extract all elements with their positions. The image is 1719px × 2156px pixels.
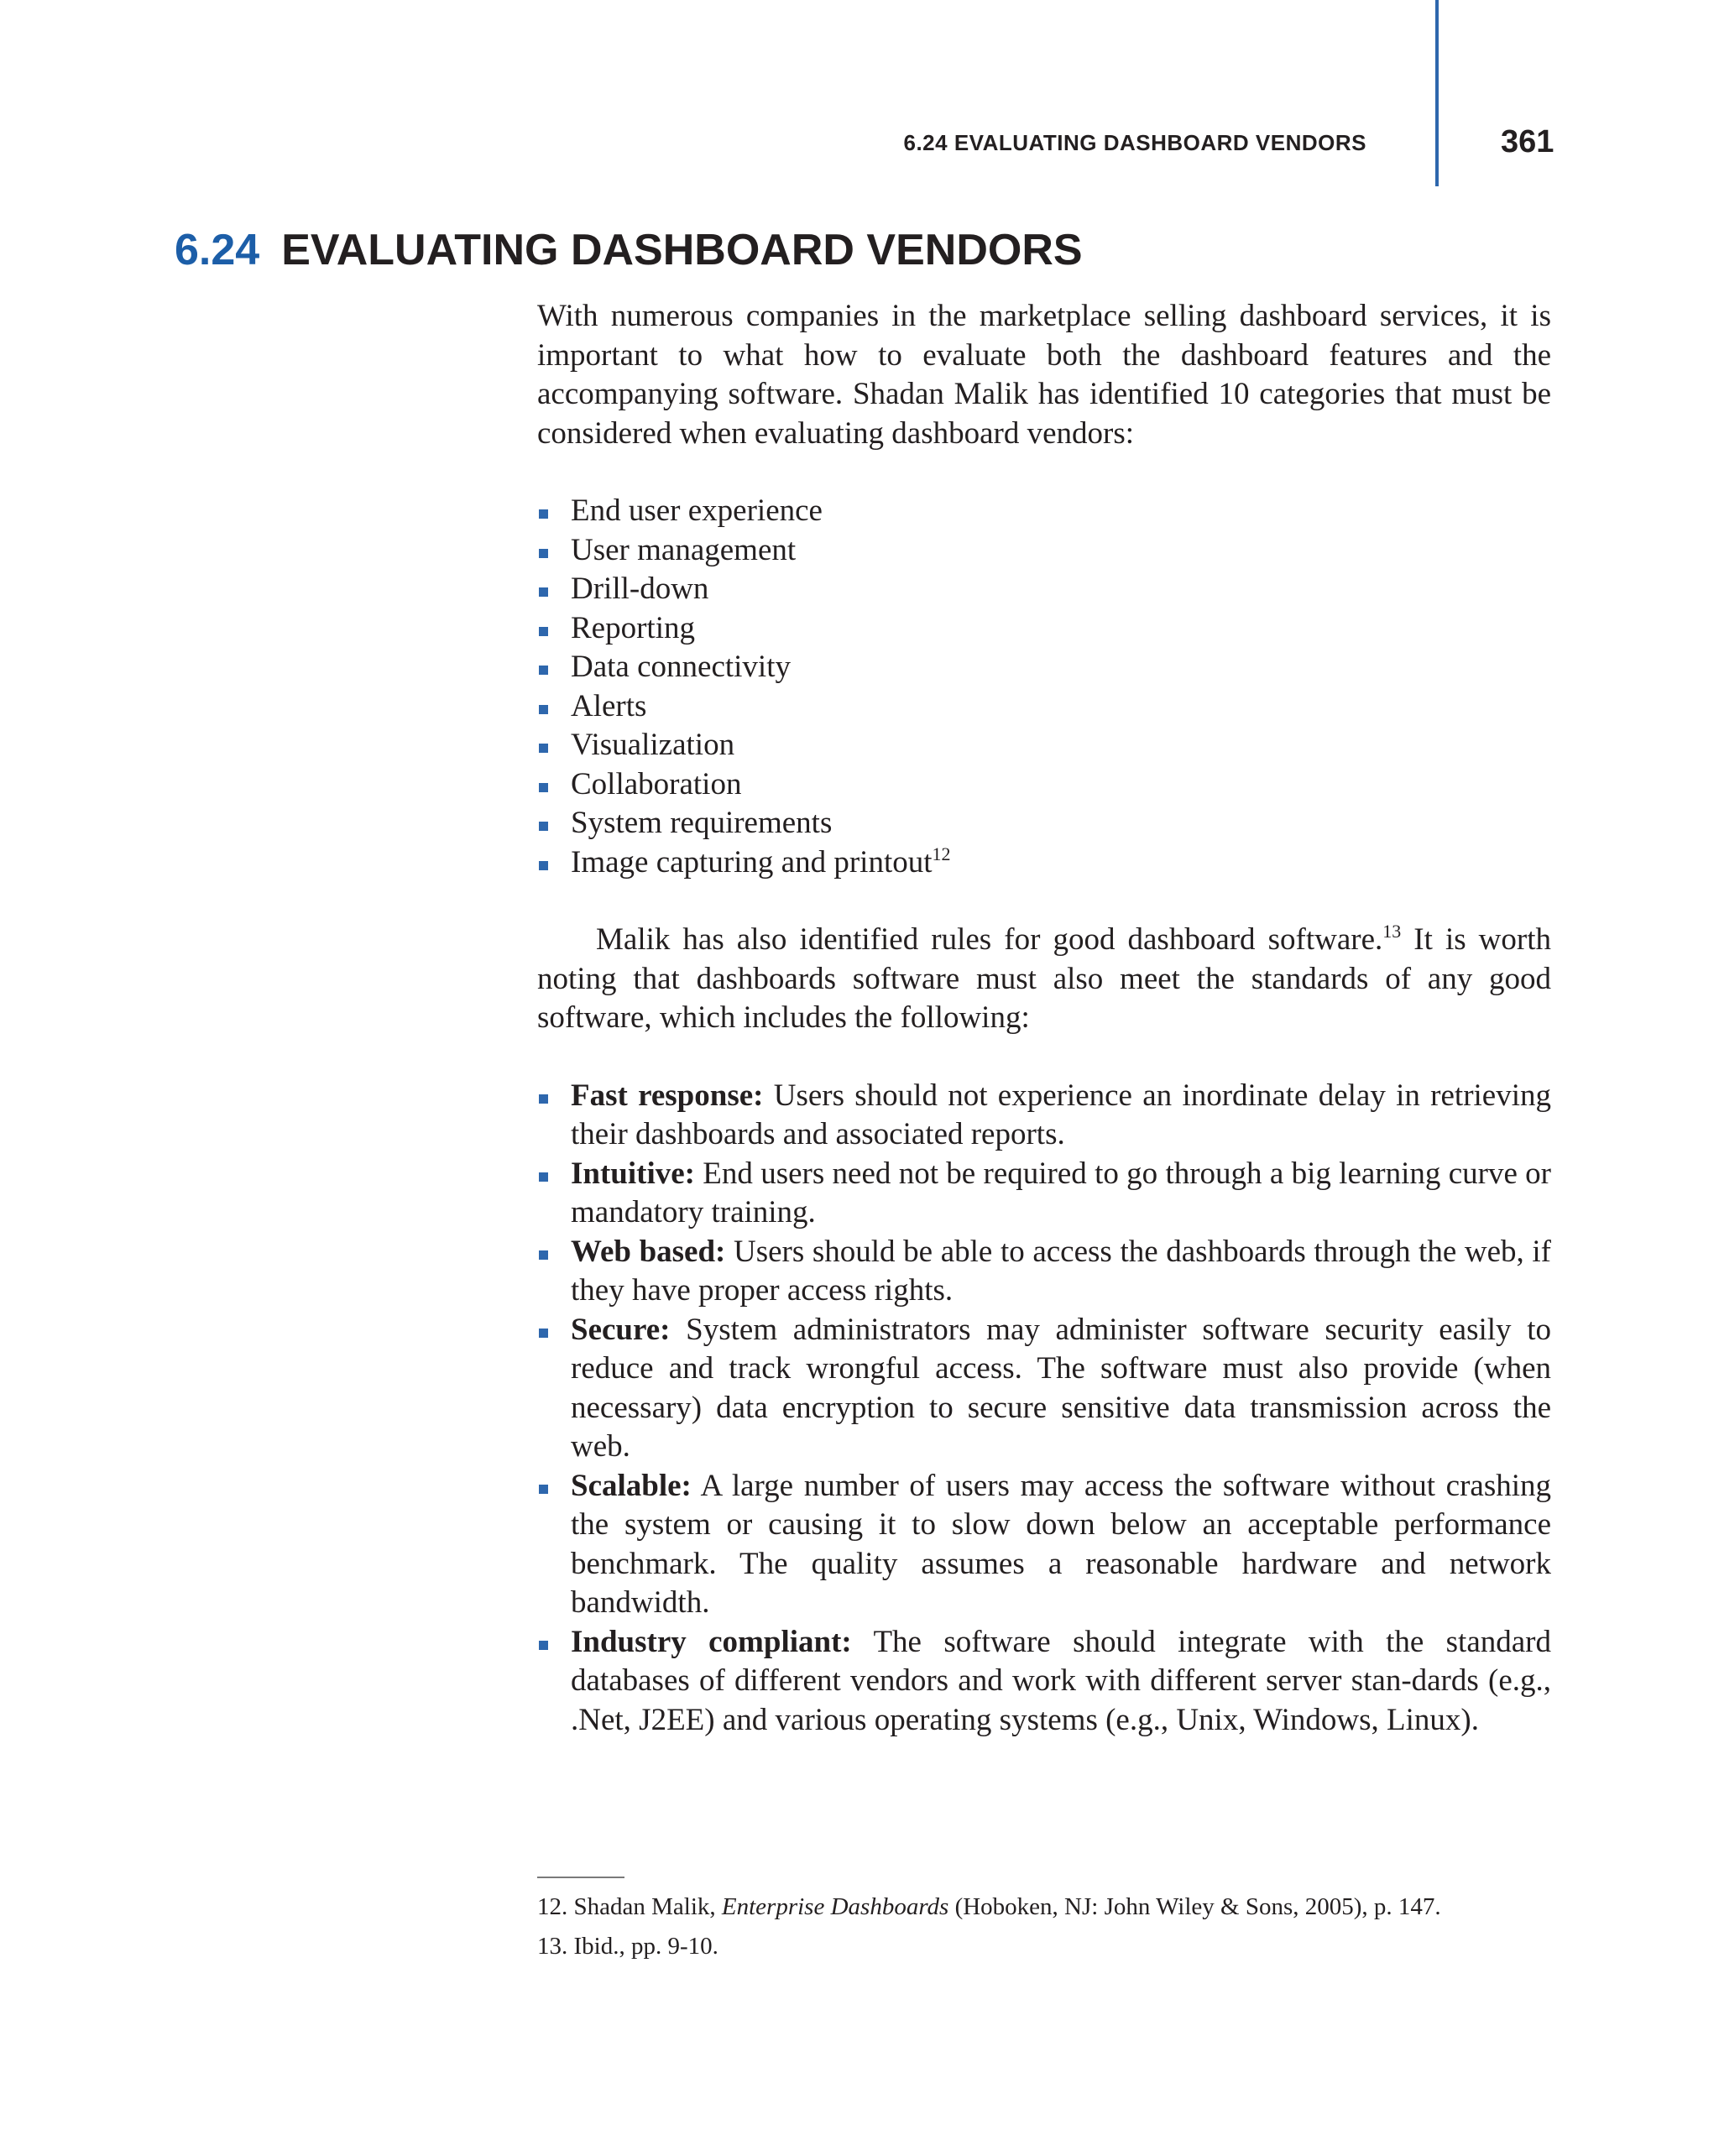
list-item: Drill-down <box>537 570 1551 609</box>
rule-term: Fast response: <box>571 1078 764 1113</box>
footnote-12: 12. Shadan Malik, Enterprise Dashboards (Hoboken, NJ: John Wiley & Sons, 2005), p. 147. <box>537 1893 1441 1920</box>
list-item: Reporting <box>537 609 1551 649</box>
square-bullet-icon <box>539 627 548 636</box>
list-item <box>537 1623 1551 1741</box>
square-bullet-icon <box>539 1641 548 1650</box>
square-bullet-icon <box>539 1094 548 1104</box>
list-item: Collaboration <box>537 765 1551 805</box>
rule-description: Users should be able to access the dashboards through the web, if they have proper access rights. <box>571 1234 1551 1308</box>
list-item <box>537 1467 1551 1623</box>
rule-description: Users should not experience an inordinate delay in retrieving their dashboards and associated reports. <box>571 1078 1551 1151</box>
rule-description: End users need not be required to go through a big learning curve or mandatory training. <box>571 1156 1551 1229</box>
rule-term: Scalable: <box>571 1468 692 1503</box>
footnotes <box>537 1890 1551 1969</box>
list-item: Data connectivity <box>537 648 1551 687</box>
rules-paragraph: Malik has also identified rules for good dashboard software.$^{13}$ It is worth noting that dashboards software must also meet the standards of any good software, which includes the following: <box>537 921 1551 1035</box>
list-item: System requirements <box>537 804 1551 843</box>
square-bullet-icon <box>539 587 548 597</box>
header-rule <box>1435 0 1439 186</box>
square-bullet-icon <box>539 1250 548 1260</box>
rule-term: Industry compliant: <box>571 1624 852 1659</box>
square-bullet-icon <box>539 705 548 714</box>
square-bullet-icon <box>539 1485 548 1494</box>
list-item <box>537 1233 1551 1311</box>
list-item: Visualization <box>537 726 1551 765</box>
list-item: End user experience <box>537 492 1551 531</box>
rule-term: Intuitive: <box>571 1156 695 1191</box>
square-bullet-icon <box>539 549 548 558</box>
footnote-13: 13. Ibid., pp. 9-10. <box>537 1933 718 1960</box>
list-item <box>537 1311 1551 1467</box>
running-head: 6.24 EVALUATING DASHBOARD VENDORS <box>903 130 1366 155</box>
square-bullet-icon <box>539 1172 548 1182</box>
footnote-ref-12[interactable]: 12 <box>932 843 951 864</box>
list-item: Alerts <box>537 687 1551 727</box>
square-bullet-icon <box>539 822 548 831</box>
square-bullet-icon <box>539 861 548 870</box>
list-item <box>537 1155 1551 1233</box>
body-text <box>537 297 1551 1778</box>
footnote-divider <box>537 1877 624 1878</box>
square-bullet-icon <box>539 783 548 792</box>
square-bullet-icon <box>539 666 548 675</box>
categories-list <box>537 492 1551 882</box>
list-item: Image capturing and printout$^{12}$ <box>537 843 1551 883</box>
section-title: EVALUATING DASHBOARD VENDORS <box>281 226 1083 274</box>
page-number: 361 <box>1501 124 1554 159</box>
rule-description: A large number of users may access the software without crashing the system or causing it to slow down below an acceptable performance benchmark. The quality assumes a reasonable hardware and network bandwidth. <box>571 1468 1551 1620</box>
square-bullet-icon <box>539 744 548 753</box>
rule-term: Secure: <box>571 1312 671 1347</box>
rule-description: The software should integrate with the standard databases of different vendors and work with different server stan-dards (e.g., .Net, J2EE) and various operating systems (e.g., Unix, Windows, Linux). <box>571 1624 1551 1737</box>
rule-description: System administrators may administer software security easily to reduce and track wrongful access. The software must also provide (when necessary) data encryption to secure sensitive data transmission across the web. <box>571 1312 1551 1464</box>
section-heading <box>175 225 1083 275</box>
list-item: User management <box>537 531 1551 571</box>
list-item <box>537 1077 1551 1155</box>
rule-term: Web based: <box>571 1234 726 1269</box>
rules-list <box>537 1077 1551 1741</box>
intro-paragraph: With numerous companies in the marketplace selling dashboard services, it is important to what how to evaluate both the dashboard features and the accompanying software. Shadan Malik has identified 10 categories that must be considered when evaluating dashboard vendors: <box>537 299 1551 451</box>
square-bullet-icon <box>539 1329 548 1338</box>
footnote-ref-13[interactable]: 13 <box>1382 921 1402 942</box>
square-bullet-icon <box>539 509 548 519</box>
section-number: 6.24 <box>175 226 260 274</box>
